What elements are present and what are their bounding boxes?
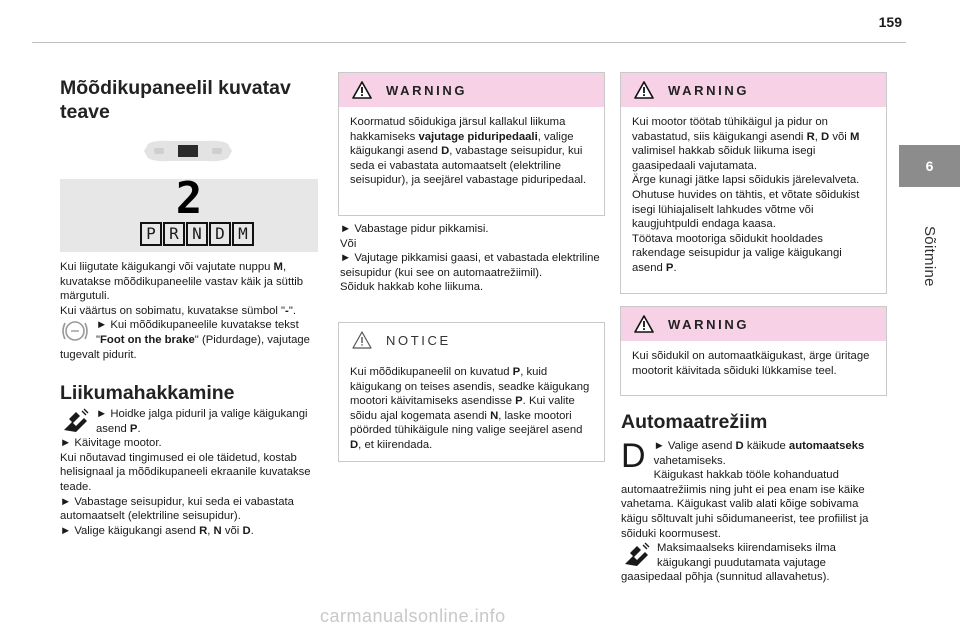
paragraph: Sõiduk hakkab kohe liikuma. <box>340 281 484 294</box>
notice-header <box>339 323 604 357</box>
warning-title: WARNING <box>668 316 750 332</box>
section-title-automatic: Automaatrežiim <box>621 411 768 433</box>
notice-triangle-icon <box>352 331 372 349</box>
foot-pedal-icon <box>60 408 90 434</box>
paragraph: ► Vabastage seisupidur, kui seda ei vabastata automaatselt (elektriline seisupidur). <box>60 495 294 523</box>
notice-box <box>338 322 605 462</box>
paragraph: D ► Valige asend D käikude automaatseks vahetamiseks. <box>621 437 865 475</box>
foot-pedal-icon <box>621 542 651 568</box>
paragraph: Kui liigutate käigukangi või vajutate nuppu M, kuvatakse mõõdikupaneelile vastav käik ja süttib märgutuli. <box>60 261 304 303</box>
gear-indicator-row <box>140 222 254 246</box>
automatic-text <box>621 439 885 585</box>
paragraph: ► Kui mõõdikupaneelile kuvatakse tekst "Foot on the brake" (Pidurdage), vajutage tugevalt pidurit. <box>60 319 310 361</box>
warning-title: WARNING <box>668 82 750 98</box>
notice-text: Kui mõõdikupaneelil on kuvatud P, kuid käigukang on teises asendis, seadke käigukang mootori käivitamiseks asendisse P. Kui valite sõidu ajal kogemata asendi N, laske mootori pöörded tühikäigule ning valige seejärel asend D, et kiirendada. <box>350 366 590 451</box>
gear-n: N <box>186 222 208 246</box>
warning-header <box>621 307 886 341</box>
starting-text <box>60 407 322 538</box>
chapter-label <box>899 196 960 316</box>
paragraph: ► Hoidke jalga piduril ja valige käigukangi asend P. <box>60 407 322 436</box>
warning-text: Kui mootor töötab tühikäigul ja pidur on vabastatud, siis käigukangi asendi R, D või M valimisel hakkab sõiduk liikuma isegi gaasipedaali vajutamata. Ärge kunagi jätke lapsi sõidukis järelevalveta. Ohutuse huvides on tähtis, et võtate sõidukist isegi lühiajaliselt lahkudes võtme või kaugjuhtpuldi endaga kaasa. Töötava mootoriga sõidukit hooldades rakendage seisupidur ja valige käigukangi asend P. <box>632 116 860 274</box>
section-title-display-info: Mõõdikupaneelil kuvatav teave <box>60 77 291 123</box>
warning-header <box>621 73 886 107</box>
warning-text: Kui sõidukil on automaatkäigukast, ärge üritage mootorit käivitada sõiduki lükkamise teel. <box>632 350 870 377</box>
page-number: 159 <box>878 14 902 30</box>
gear-m: M <box>232 222 254 246</box>
gear-d: D <box>209 222 231 246</box>
gear-display-illustration <box>60 173 318 252</box>
gear-r: R <box>163 222 185 246</box>
display-info-text <box>60 260 322 362</box>
paragraph: Käigukast hakkab tööle kohanduatud automaatrežiimis ning juht ei pea enam ise käike vahetama. Käigukast valib alati kõige sobivama käigu sõltuvalt juhi sõidumaneerist, tee profiilist ja sõiduki koormusest. <box>621 469 869 540</box>
warning-header <box>339 73 604 107</box>
chapter-label-text: Sõitmine <box>921 225 938 287</box>
warning-box-push-start <box>620 306 887 396</box>
brake-warning-icon <box>60 319 90 343</box>
warning-text: Koormatud sõidukiga järsul kallakul liikuma hakkamiseks vajutage piduripedaali, valige käigukangi asend D, vabastage seisupidur, kui seda ei vabastata automaatselt (elektriline seisupidur), ja seejärel vabastage piduripedaal. <box>350 116 587 187</box>
paragraph: Või <box>340 237 357 250</box>
paragraph: ► Valige käigukangi asend R, N või D. <box>60 524 254 537</box>
watermark: carmanualsonline.info <box>320 606 506 626</box>
warning-triangle-icon <box>634 315 654 333</box>
warning-title: WARNING <box>386 82 468 98</box>
gear-d-symbol: D <box>621 437 646 475</box>
notice-title: NOTICE <box>386 332 451 348</box>
paragraph: ► Vajutage pikkamisi gaasi, et vabastada elektriline seisupidur (kui see on automaatrežiimil). <box>340 252 600 279</box>
warning-box-idle <box>620 72 887 294</box>
warning-triangle-icon <box>352 81 372 99</box>
gear-digit: 2 <box>175 173 203 224</box>
paragraph: ► Vabastage pidur pikkamisi. <box>340 223 489 235</box>
chapter-tab[interactable]: 6 <box>899 145 960 187</box>
paragraph: Kui nõutavad tingimused ei ole täidetud, kostab helisignaal ja mõõdikupaneeli ekraanile kuvatakse teade. <box>60 451 311 493</box>
section-title-starting: Liikumahakkamine <box>60 382 235 404</box>
release-text <box>340 222 604 295</box>
header-rule <box>32 42 906 43</box>
warning-triangle-icon <box>634 81 654 99</box>
instrument-cluster-icon <box>140 138 236 164</box>
paragraph: Maksimaalseks kiirendamiseks ilma käigukangi puudutamata vajutage gaasipedaal põhja (sunnitud allavahetus). <box>621 542 836 584</box>
warning-box-incline <box>338 72 605 216</box>
paragraph: ► Käivitage mootor. <box>60 437 162 450</box>
gear-p: P <box>140 222 162 246</box>
paragraph: Kui väärtus on sobimatu, kuvatakse sümbol "-". <box>60 304 296 317</box>
